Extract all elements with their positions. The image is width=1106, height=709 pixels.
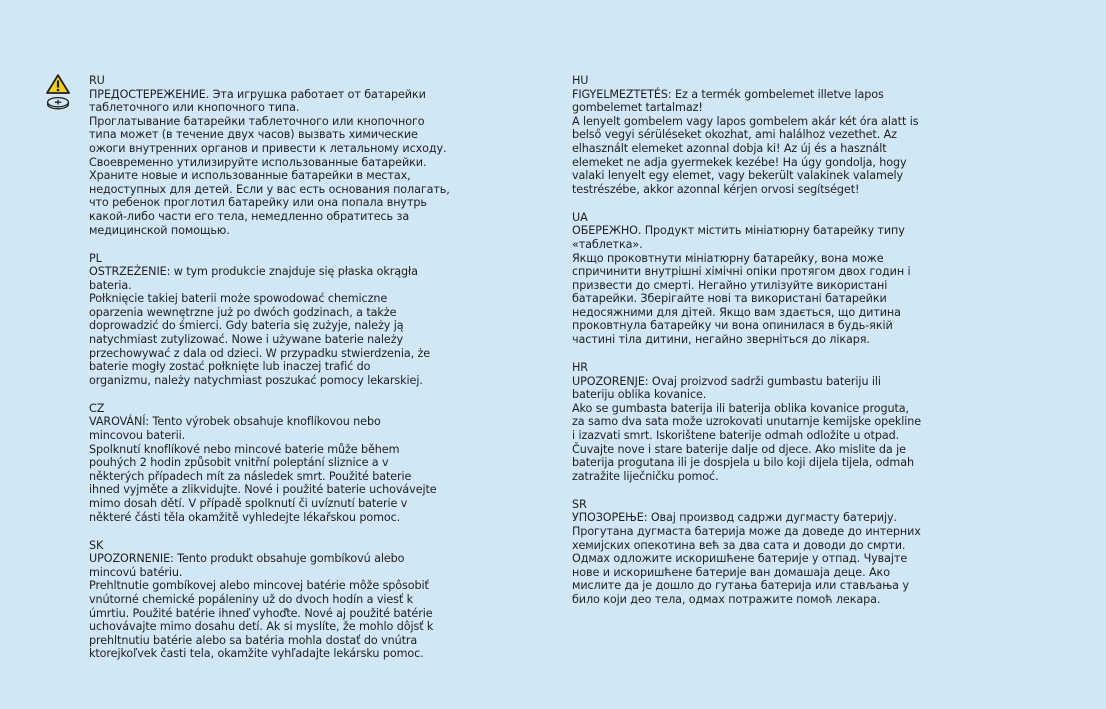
warning-text: FIGYELMEZTETÉS: Ez a termék gombelemet illetve lapos gombelemet tartalmaz! A lenyelt gombelem vagy lapos gombelem akár két óra alatt is belső vegyi sérüléseket okozhat, ami halálhoz vezethet. Az elhasznált elemeket azonnal dobja ki! Az új és a használt elemeket ne adja gyermekek kezébe! Ha úgy gondolja, hogy valaki lenyelt egy elemet, vagy bekerült valakinek valamely testrészébe, akkor azonnal kérjen orvosi segítséget! (572, 87, 919, 196)
warning-section-cz (89, 402, 464, 524)
warning-section-hr (572, 361, 952, 483)
language-code: SR (572, 497, 587, 511)
warning-text: УПОЗОРЕЊЕ: Овај производ садржи дугмасту батерију. Прогутана дугмаста батерија може да доведе до интерних хемијских опекотина већ за два сата и доводи до смрти. Одмах одложите искоришћене батерије у отпад. Чувајте нове и искоришћене батерије ван домашаја деце. Ако мислите да је дошло до гутања батерија или стављања у било који део тела, одмах потражите помоћ лекара. (572, 511, 921, 606)
warning-section-ua (572, 211, 952, 347)
language-code: HR (572, 361, 588, 375)
button-battery-icon (46, 96, 70, 110)
warning-text: UPOZORNENIE: Tento produkt obsahuje gombíkovú alebo mincovú batériu. Prehltnutie gombíkovej alebo mincovej batérie môže spôsobiť vnútorné chemické popáleniny už do dvoch hodín a viesť k úmrtiu. Použité batérie ihneď vyhoďte. Nové aj použité batérie uchovávajte mimo dosahu detí. Ak si myslíte, že mohlo dôjsť k prehltnutiu batérie alebo sa batéria mohla dostať do vnútra ktorejkoľvek časti tela, okamžite vyhľadajte lekársku pomoc. (89, 552, 434, 661)
warning-text: VAROVÁNÍ: Tento výrobek obsahuje knoflíkovou nebo mincovou baterii. Spolknutí knoflíkové nebo mincové baterie může během pouhých 2 hodin způsobit vnitřní poleptání sliznice a v některých případech mít za následek smrt. Použité baterie ihned vyjměte a zlikvidujte. Nové i použité baterie uchovávejte mimo dosah dětí. V případě spolknutí či uvíznutí baterie v některé části těla okamžitě vyhledejte lékařskou pomoc. (89, 415, 437, 524)
warning-text: UPOZORENJE: Ovaj proizvod sadrži gumbastu bateriju ili bateriju oblika kovanice. Ako se gumbasta baterija ili baterija oblika kovanice proguta, za samo dva sata može uzrokovati unutarnje kemijske opekline i izazvati smrt. Iskorištene baterije odmah odložite u otpad. Čuvajte nove i stare baterije dalje od djece. Ako mislite da je baterija progutana ili je dospjela u bilo koji dijela tijela, odmah zatražite liječničku pomoć. (572, 374, 922, 483)
language-code: SK (89, 538, 104, 552)
language-code: RU (89, 74, 105, 87)
warning-text: ПРЕДОСТЕРЕЖЕНИЕ. Эта игрушка работает от батарейки таблеточного или кнопочного типа. Проглатывание батарейки таблеточного или кнопочного типа может (в течение двух часов) вызвать химические ожоги внутренних органов и привести к летальному исходу. Своевременно утилизируйте использованные батарейки. Храните новые и использованные батарейки в местах, недоступных для детей. Если у вас есть основания полагать, что ребенок проглотил батарейку или она попала внутрь какой-либо части его тела, немедленно обратитесь за медицинской помощью. (89, 87, 450, 237)
warning-section-sr (572, 498, 952, 607)
warning-section-ru (89, 74, 464, 237)
warning-icons (46, 74, 72, 110)
warning-triangle-icon (46, 74, 70, 94)
warning-text: OSTRZEŻENIE: w tym produkcie znajduje się płaska okrągła bateria. Połknięcie takiej baterii może spowodować chemiczne oparzenia wewnętrzne już po dwóch godzinach, a także doprowadzić do śmierci. Gdy bateria się zużyje, należy ją natychmiast zutylizować. Nowe i używane baterie należy przechowywać z dala od dzieci. W przypadku stwierdzenia, że baterie mogły zostać połknięte lub inaczej trafić do organizmu, należy natychmiast poszukać pomocy lekarskiej. (89, 265, 431, 387)
warning-section-hu (572, 74, 952, 196)
language-code: UA (572, 210, 588, 224)
language-code: PL (89, 251, 102, 265)
language-code: CZ (89, 401, 105, 415)
warning-text: ОБЕРЕЖНО. Продукт містить мініатюрну батарейку типу «таблетка». Якщо проковтнути мініатюрну батарейку, вона може спричинити внутрішні хімічні опіки протягом двох годин і призвести до смерті. Негайно утилізуйте використані батарейки. Зберігайте нові та використані батарейки недосяжними для дітей. Якщо вам здається, що дитина проковтнула батарейку чи вона опинилася в будь-якій частині тіла дитини, негайно зверніться до лікаря. (572, 224, 911, 347)
warning-section-sk (89, 539, 464, 661)
right-column (572, 74, 952, 621)
language-code: HU (572, 74, 589, 87)
warning-section-pl (89, 252, 464, 388)
left-column (89, 74, 464, 675)
